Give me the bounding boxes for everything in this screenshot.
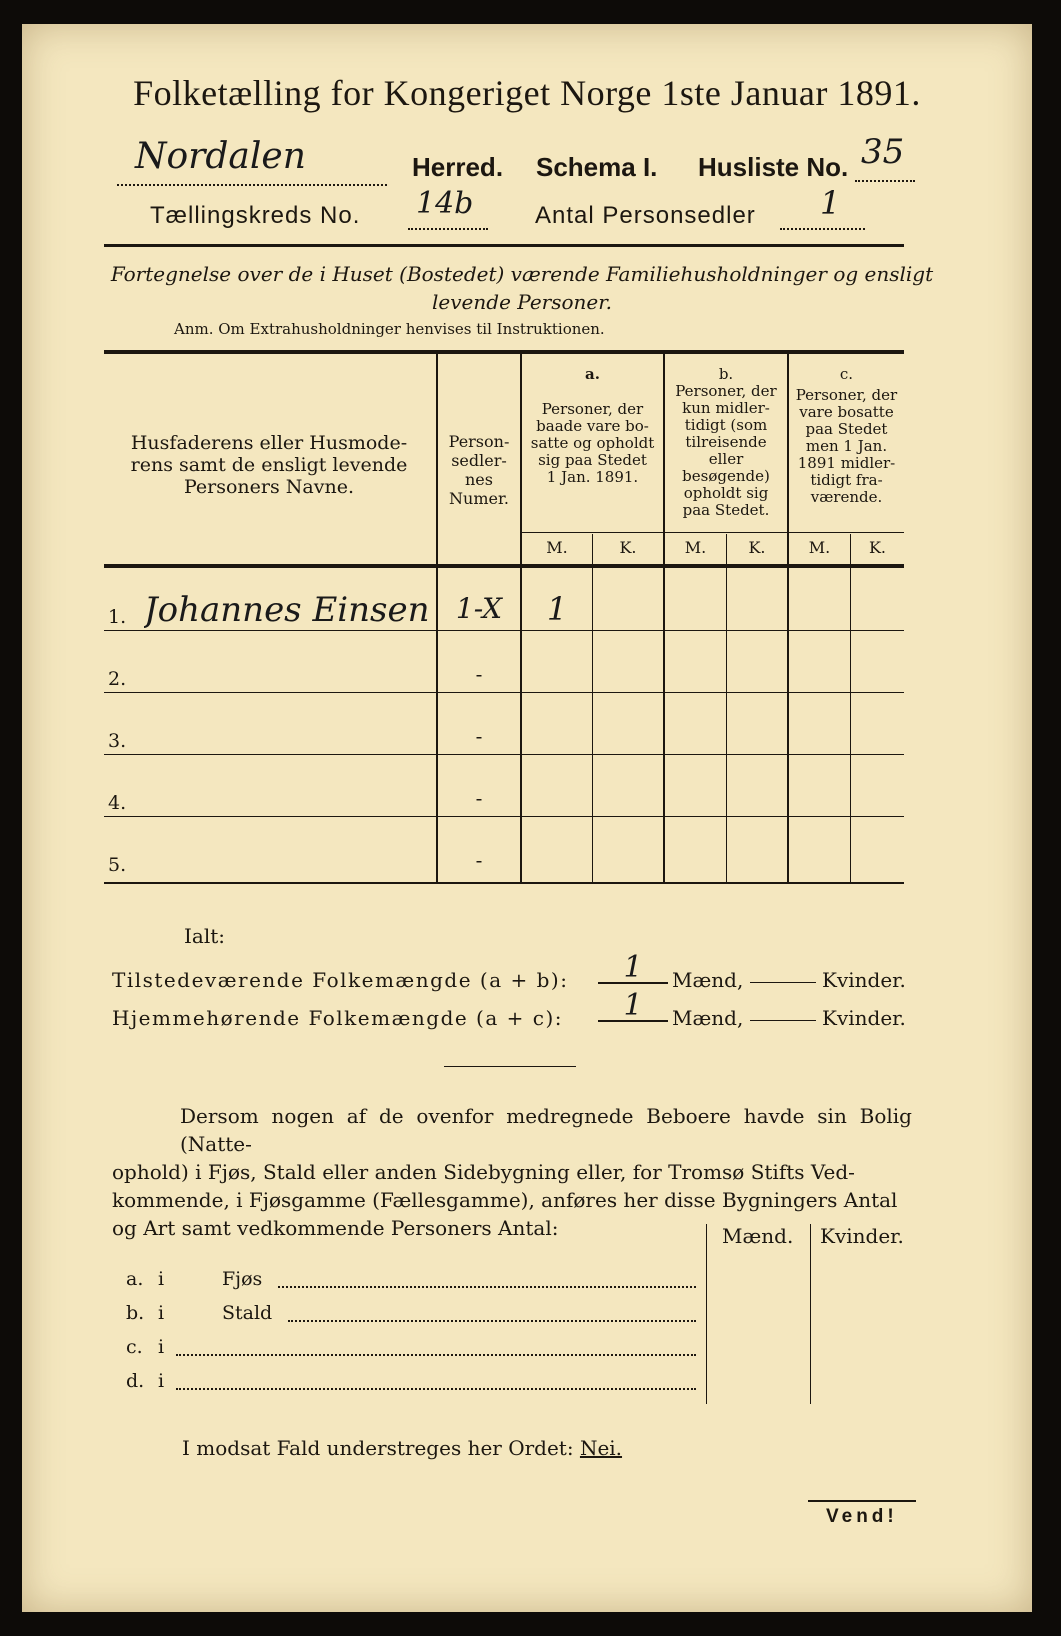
header-rule bbox=[104, 244, 904, 247]
herred-value: Nordalen bbox=[135, 136, 306, 177]
buildings-para-line3: kommende, i Fjøsgamme (Fællesgamme), anføres her disse Bygningers Antal bbox=[112, 1188, 898, 1212]
item-b-letter: b. bbox=[126, 1302, 145, 1324]
header-col-c-line4: men 1 Jan. bbox=[805, 437, 888, 455]
header-col-a-line5: 1 Jan. 1891. bbox=[546, 468, 639, 486]
b-m-label: M. bbox=[684, 538, 707, 557]
ialt-label: Ialt: bbox=[184, 924, 225, 948]
buildings-para-line4: og Art samt vedkommende Personers Antal: bbox=[112, 1216, 559, 1240]
mk-header-rule bbox=[520, 532, 904, 533]
row-3-number: 3. bbox=[108, 730, 127, 752]
header-col-c-line5: 1891 midler- bbox=[797, 454, 896, 472]
c-k-label: K. bbox=[868, 538, 887, 557]
item-b-dots bbox=[288, 1316, 696, 1322]
buildings-maend-header: Mænd. bbox=[722, 1224, 794, 1248]
hjemme-maend-label: Mænd, bbox=[672, 1006, 744, 1030]
intro-line1: Fortegnelse over de i Huset (Bostedet) værende Familiehusholdninger og ensligt bbox=[110, 262, 934, 286]
c-m-label: M. bbox=[808, 538, 831, 557]
header-number-line3: nes bbox=[465, 470, 493, 489]
section-divider bbox=[444, 1066, 576, 1067]
vend-label: Vend! bbox=[826, 1506, 898, 1527]
tilstede-kvinder-label: Kvinder. bbox=[822, 968, 906, 992]
header-col-c-line6: tidigt fra- bbox=[810, 471, 883, 489]
header-col-b-line1: Personer, der bbox=[675, 382, 777, 400]
header-col-b-line8: paa Stedet. bbox=[682, 501, 770, 519]
intro-line2: levende Personer. bbox=[432, 290, 612, 314]
antal-field bbox=[780, 184, 865, 230]
header-col-a-letter: a. bbox=[585, 365, 600, 383]
row-5-personseddel-number: - bbox=[475, 848, 483, 872]
col-divider-b-mk bbox=[726, 534, 727, 882]
item-c-i: i bbox=[158, 1336, 165, 1358]
buildings-kvinder-header: Kvinder. bbox=[820, 1224, 904, 1248]
row-1-number: 1. bbox=[108, 606, 127, 628]
header-number-line2: sedler- bbox=[451, 451, 507, 470]
header-col-b bbox=[665, 366, 787, 519]
schema-label: Schema I. bbox=[536, 152, 658, 182]
a-k-label: K. bbox=[619, 538, 637, 557]
row-line-4 bbox=[104, 816, 904, 817]
census-form bbox=[22, 24, 1032, 1612]
buildings-divider-1 bbox=[706, 1224, 707, 1404]
header-col-b-line6: besøgende) bbox=[682, 467, 770, 485]
header-col-b-line3: tidigt (som bbox=[684, 416, 768, 434]
anm-note: Anm. Om Extrahusholdninger henvises til Instruktionen. bbox=[174, 320, 605, 338]
antal-label: Antal Personsedler bbox=[535, 202, 756, 229]
tilstede-label: Tilstedeværende Folkemængde (a + b): bbox=[112, 968, 569, 992]
hjemme-kvinder-label: Kvinder. bbox=[822, 1006, 906, 1030]
buildings-para-line2: ophold) i Fjøs, Stald eller anden Sidebygning eller, for Tromsø Stifts Ved- bbox=[112, 1160, 855, 1184]
item-a-letter: a. bbox=[126, 1268, 144, 1290]
header-col-c-line1: Personer, der bbox=[795, 386, 898, 404]
row-5-number: 5. bbox=[108, 854, 127, 876]
header-col-b-line4: tilreisende bbox=[685, 433, 767, 451]
header-number-line4: Numer. bbox=[449, 489, 509, 508]
header-col-a-line2: baade vare bo- bbox=[536, 417, 649, 435]
header-col-c-line7: værende. bbox=[810, 488, 883, 506]
item-b-i: i bbox=[158, 1302, 165, 1324]
row-3-personseddel-number: - bbox=[475, 724, 483, 748]
row-line-1 bbox=[104, 630, 904, 631]
item-d-dots bbox=[176, 1384, 696, 1390]
item-c-dots bbox=[176, 1350, 696, 1356]
tilstede-kvinder-line bbox=[750, 982, 816, 983]
row-1-name: Johannes Einsen bbox=[144, 590, 430, 630]
row-line-3 bbox=[104, 754, 904, 755]
tilstede-maend-value: 1 bbox=[623, 950, 643, 985]
antal-value: 1 bbox=[820, 184, 841, 222]
row-2-number: 2. bbox=[108, 668, 127, 690]
a-m-label: M. bbox=[546, 538, 568, 557]
item-a-i: i bbox=[158, 1268, 165, 1290]
header-col-a bbox=[522, 366, 663, 486]
header-col-a-line4: sig paa Stedet bbox=[538, 451, 647, 469]
item-b-label: Stald bbox=[222, 1302, 273, 1324]
kreds-field bbox=[408, 186, 488, 230]
header-col-b-line2: kun midler- bbox=[682, 399, 770, 417]
buildings-paragraph bbox=[112, 1102, 912, 1242]
buildings-divider-2 bbox=[810, 1224, 811, 1404]
row-1-a-m: 1 bbox=[546, 590, 568, 628]
husliste-label: Husliste No. bbox=[698, 152, 849, 182]
table-bottom-rule bbox=[104, 882, 904, 884]
header-col-b-line7: opholdt sig bbox=[683, 484, 769, 502]
header-names-line3: Personers Navne. bbox=[183, 476, 354, 498]
item-a-label: Fjøs bbox=[222, 1268, 263, 1290]
header-col-b-line5: eller bbox=[708, 450, 744, 468]
vend-rule bbox=[808, 1500, 916, 1502]
form-title: Folketælling for Kongeriget Norge 1ste Januar 1891. bbox=[133, 73, 921, 113]
header-col-c-letter: c. bbox=[839, 365, 854, 383]
table-header-rule bbox=[104, 564, 904, 568]
herred-field bbox=[117, 136, 387, 186]
tilstede-maend-label: Mænd, bbox=[672, 968, 744, 992]
row-2-personseddel-number: - bbox=[475, 662, 483, 686]
header-number-line1: Person- bbox=[448, 432, 510, 451]
header-names-line1: Husfaderens eller Husmode- bbox=[130, 432, 408, 454]
row-4-number: 4. bbox=[108, 792, 127, 814]
header-names bbox=[104, 432, 434, 498]
col-divider-c-mk bbox=[850, 534, 851, 882]
modsat-label: I modsat Fald understreges her Ordet: bbox=[182, 1436, 574, 1460]
header-col-c-line2: vare bosatte bbox=[799, 403, 894, 421]
row-line-2 bbox=[104, 692, 904, 693]
header-names-line2: rens samt de ensligt levende bbox=[130, 454, 408, 476]
item-d-letter: d. bbox=[126, 1370, 145, 1392]
header-col-a-line3: satte og opholdt bbox=[530, 434, 655, 452]
kreds-value: 14b bbox=[416, 186, 474, 221]
hjemme-label: Hjemmehørende Folkemængde (a + c): bbox=[112, 1006, 563, 1030]
hjemme-kvinder-line bbox=[750, 1020, 816, 1021]
hjemme-maend-value: 1 bbox=[623, 988, 643, 1023]
modsat-text bbox=[182, 1436, 622, 1460]
col-divider-a-mk bbox=[592, 534, 593, 882]
row-4-personseddel-number: - bbox=[475, 786, 483, 810]
header-col-c bbox=[789, 366, 904, 506]
table-top-rule bbox=[104, 350, 904, 354]
husliste-value: 35 bbox=[861, 132, 905, 172]
b-k-label: K. bbox=[748, 538, 766, 557]
header-col-b-letter: b. bbox=[718, 365, 734, 383]
header-number bbox=[438, 432, 520, 508]
nei-word: Nei. bbox=[579, 1436, 623, 1460]
header-col-a-line1: Personer, der bbox=[541, 400, 644, 418]
row-1-personseddel-number: 1-X bbox=[455, 592, 503, 625]
item-a-dots bbox=[278, 1282, 696, 1288]
item-c-letter: c. bbox=[126, 1336, 143, 1358]
item-d-i: i bbox=[158, 1370, 165, 1392]
herred-label: Herred. bbox=[412, 152, 504, 182]
kreds-label: Tællingskreds No. bbox=[150, 202, 361, 229]
husliste-field bbox=[855, 132, 915, 182]
header-col-c-line3: paa Stedet bbox=[805, 420, 888, 438]
buildings-para-line1: Dersom nogen af de ovenfor medregnede Beboere havde sin Bolig (Natte- bbox=[180, 1104, 912, 1156]
